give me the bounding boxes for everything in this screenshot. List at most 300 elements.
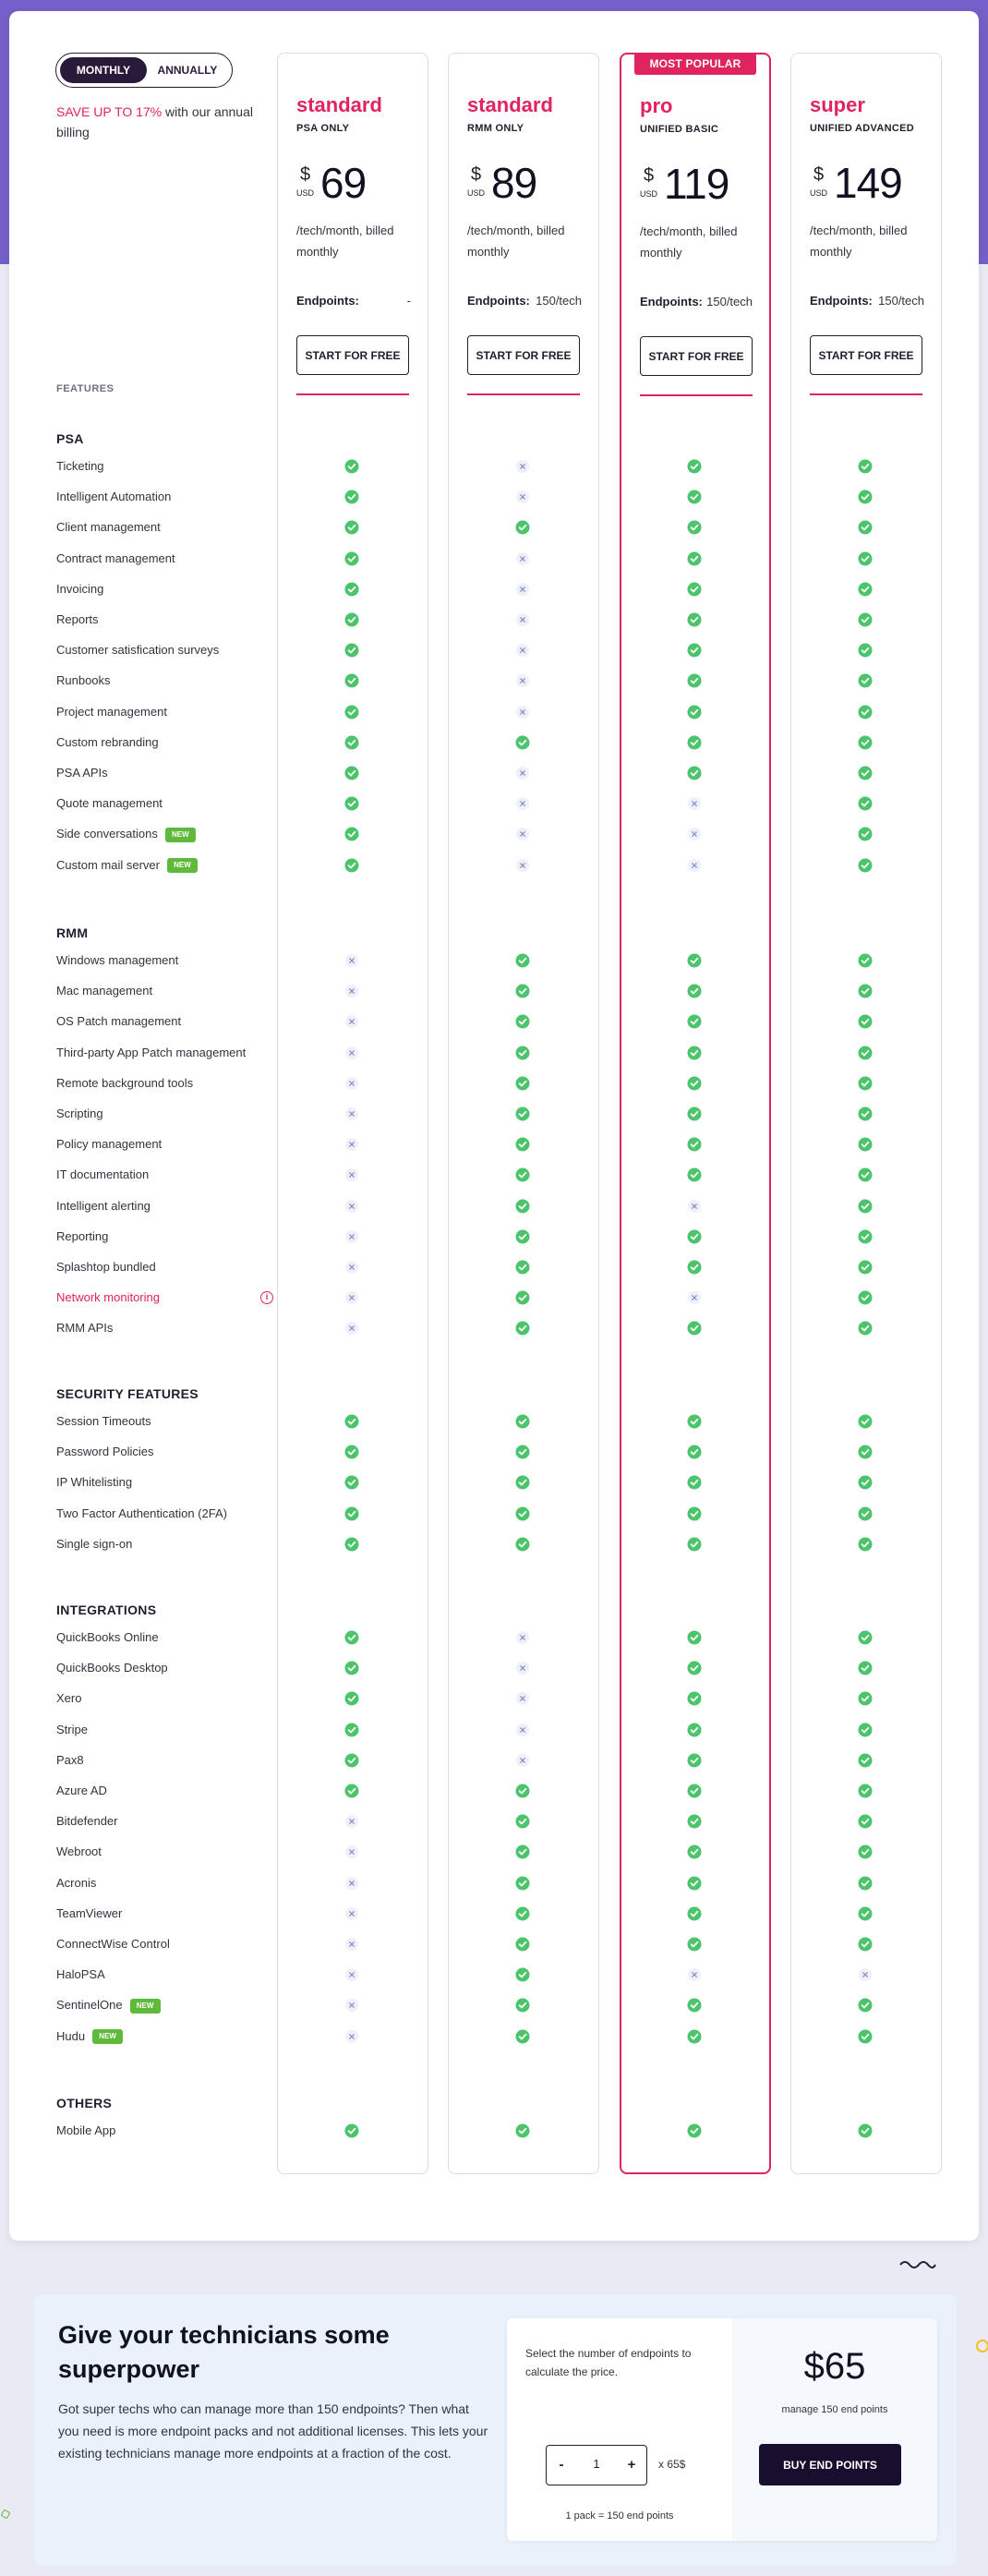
check-icon [858, 490, 873, 504]
check-icon [687, 1414, 702, 1429]
check-icon [858, 984, 873, 998]
check-icon [515, 2029, 530, 2044]
check-icon [687, 1753, 702, 1768]
check-icon [515, 1107, 530, 1121]
cross-icon [344, 1199, 359, 1214]
check-icon [687, 735, 702, 750]
feature-name: Mobile App [56, 2123, 116, 2137]
feature-name: Xero [56, 1691, 82, 1706]
check-icon [858, 796, 873, 811]
price-currency-code: USD [296, 188, 315, 198]
feature-name: Third-party App Patch management [56, 1045, 247, 1059]
check-icon [687, 705, 702, 720]
feature-name: ConnectWise Control [56, 1937, 170, 1951]
check-icon [515, 1076, 530, 1091]
plan-name: pro [640, 94, 673, 117]
check-icon [858, 1661, 873, 1675]
cross-icon [515, 1753, 530, 1768]
check-icon [858, 1475, 873, 1490]
check-icon [687, 673, 702, 688]
cross-icon [344, 1137, 359, 1152]
quantity-input[interactable] [584, 2457, 609, 2471]
check-icon [687, 1137, 702, 1152]
feature-name: Hudu [56, 2028, 86, 2043]
squiggle-decoration-icon [898, 2259, 937, 2270]
check-icon [687, 459, 702, 474]
check-icon [687, 1814, 702, 1829]
total-price: $65 [803, 2346, 866, 2387]
section-title-rmm: RMM [56, 925, 89, 940]
cross-icon [515, 582, 530, 597]
calculator-input-panel [507, 2318, 732, 2541]
price-currency-code: USD [810, 188, 828, 198]
price-currency-code: USD [640, 189, 658, 199]
new-badge: NEW [92, 2029, 123, 2044]
plan-subtitle: UNIFIED ADVANCED [810, 123, 914, 134]
check-icon [858, 2029, 873, 2044]
check-icon [687, 2123, 702, 2138]
cross-icon [515, 551, 530, 566]
check-icon [858, 1199, 873, 1214]
plan-name: standard [296, 93, 382, 116]
check-icon [515, 1537, 530, 1552]
check-icon [858, 1998, 873, 2013]
cross-icon [344, 984, 359, 998]
most-popular-badge: MOST POPULAR [634, 53, 756, 75]
cross-icon [687, 1290, 702, 1305]
check-icon [687, 1844, 702, 1859]
start-for-free-button[interactable]: START FOR FREE [810, 335, 922, 375]
annual-savings-note [56, 102, 269, 142]
feature-name: IT documentation [56, 1167, 150, 1182]
price-currency: $ [644, 165, 655, 186]
check-icon [515, 1844, 530, 1859]
check-icon [344, 2123, 359, 2138]
check-icon [515, 2123, 530, 2138]
green-square-decoration-icon [1, 2509, 11, 2520]
endpoints-label: Endpoints: [810, 294, 873, 308]
feature-name: OS Patch management [56, 1014, 182, 1029]
price-amount: 149 [834, 159, 902, 207]
feature-label [56, 1473, 132, 1492]
feature-name: Invoicing [56, 581, 104, 596]
cross-icon [344, 1321, 359, 1336]
check-icon [515, 1167, 530, 1182]
check-icon [858, 1046, 873, 1060]
price-currency-code: USD [467, 188, 486, 198]
feature-label [56, 794, 163, 813]
cross-icon [858, 1967, 873, 1982]
check-icon [687, 1906, 702, 1921]
check-icon [515, 1967, 530, 1982]
feature-label [56, 1782, 107, 1800]
feature-label [56, 1812, 118, 1831]
plan-divider [640, 394, 753, 396]
billing-toggle[interactable] [55, 53, 233, 88]
check-icon [858, 2123, 873, 2138]
check-icon [344, 673, 359, 688]
feature-label [56, 1628, 159, 1647]
check-icon [344, 1537, 359, 1552]
price-currency: $ [300, 164, 311, 185]
check-icon [687, 582, 702, 597]
check-icon [858, 673, 873, 688]
check-icon [858, 520, 873, 535]
check-icon [687, 1076, 702, 1091]
feature-label [56, 1166, 149, 1184]
feature-label [56, 518, 161, 537]
feature-name: Session Timeouts [56, 1414, 151, 1428]
decrement-button[interactable]: - [552, 2455, 571, 2473]
check-icon [858, 1753, 873, 1768]
plan-subtitle: UNIFIED BASIC [640, 124, 719, 135]
cross-icon [344, 2029, 359, 2044]
feature-label [56, 703, 167, 721]
check-icon [687, 1167, 702, 1182]
section-title-others: OTHERS [56, 2096, 113, 2110]
check-icon [858, 1076, 873, 1091]
feature-label [56, 2122, 115, 2140]
price-period: /tech/month, billed monthly [640, 224, 738, 260]
cross-icon [344, 1844, 359, 1859]
endpoint-promo [34, 2294, 957, 2566]
cross-icon [515, 766, 530, 780]
price-amount: 89 [491, 159, 537, 207]
check-icon [687, 490, 702, 504]
cross-icon [515, 1630, 530, 1645]
price-currency: $ [813, 164, 825, 185]
feature-label [56, 611, 99, 629]
price-period: /tech/month, billed monthly [296, 224, 394, 259]
check-icon [858, 612, 873, 627]
feature-label [56, 2027, 123, 2046]
feature-label [56, 856, 198, 875]
feature-label [56, 1505, 227, 1523]
check-icon [515, 1199, 530, 1214]
feature-name: Windows management [56, 953, 179, 967]
feature-name: Mac management [56, 984, 153, 998]
feature-name: Quote management [56, 796, 163, 811]
check-icon [344, 1723, 359, 1737]
check-icon [515, 520, 530, 535]
check-icon [515, 735, 530, 750]
new-badge: NEW [130, 1999, 161, 2014]
feature-name: PSA APIs [56, 766, 108, 780]
check-icon [858, 1290, 873, 1305]
feature-label [56, 951, 178, 970]
feature-label [56, 1012, 181, 1031]
check-icon [687, 1321, 702, 1336]
cross-icon [687, 796, 702, 811]
feature-label [56, 1412, 151, 1431]
plan-subtitle: RMM ONLY [467, 123, 524, 134]
check-icon [515, 1937, 530, 1952]
check-icon [515, 1445, 530, 1459]
feature-name: Password Policies [56, 1445, 154, 1459]
check-icon [858, 643, 873, 658]
check-icon [344, 582, 359, 597]
check-icon [515, 1046, 530, 1060]
cross-icon [515, 796, 530, 811]
check-icon [858, 551, 873, 566]
check-icon [515, 1814, 530, 1829]
feature-name: Ticketing [56, 459, 104, 473]
check-icon [687, 551, 702, 566]
check-icon [687, 1537, 702, 1552]
check-icon [515, 1321, 530, 1336]
promo-title: Give your technicians some superpower [58, 2321, 390, 2383]
price-amount: 69 [320, 159, 367, 207]
check-icon [515, 1998, 530, 2013]
cross-icon [515, 673, 530, 688]
feature-label [56, 550, 175, 568]
feature-name: Bitdefender [56, 1814, 118, 1829]
check-icon [344, 1691, 359, 1706]
check-icon [858, 1844, 873, 1859]
feature-name: Custom mail server [56, 857, 160, 872]
check-icon [515, 1014, 530, 1029]
check-icon [515, 1876, 530, 1891]
check-icon [687, 1630, 702, 1645]
total-caption: manage 150 end points [781, 2404, 888, 2415]
check-icon [515, 1229, 530, 1244]
check-icon [687, 1046, 702, 1060]
check-icon [687, 1014, 702, 1029]
cross-icon [687, 1199, 702, 1214]
savings-highlight: SAVE UP TO 17% [56, 104, 163, 119]
check-icon [687, 1723, 702, 1737]
cross-icon [344, 1290, 359, 1305]
check-icon [687, 1260, 702, 1275]
feature-label [56, 1288, 160, 1307]
check-icon [344, 1506, 359, 1521]
start-for-free-button[interactable]: START FOR FREE [640, 336, 753, 376]
feature-name: IP Whitelisting [56, 1475, 133, 1490]
feature-label [56, 1197, 151, 1215]
check-icon [515, 1414, 530, 1429]
feature-label [56, 1659, 168, 1677]
check-icon [858, 1137, 873, 1152]
cross-icon [515, 1661, 530, 1675]
feature-label [56, 1105, 103, 1123]
new-badge: NEW [167, 858, 198, 873]
check-icon [687, 1229, 702, 1244]
check-icon [858, 1321, 873, 1336]
cross-icon [344, 1906, 359, 1921]
feature-label [56, 1935, 170, 1953]
cross-icon [515, 643, 530, 658]
check-icon [515, 953, 530, 968]
increment-button[interactable]: + [622, 2455, 641, 2473]
check-icon [687, 1107, 702, 1121]
endpoints-label: Endpoints: [467, 294, 530, 308]
feature-name: Acronis [56, 1875, 97, 1890]
check-icon [687, 1475, 702, 1490]
check-icon [687, 520, 702, 535]
check-icon [344, 858, 359, 873]
feature-label [56, 1751, 84, 1770]
cross-icon [344, 1046, 359, 1060]
feature-label [56, 1074, 193, 1093]
check-icon [687, 953, 702, 968]
check-icon [344, 1414, 359, 1429]
price-currency: $ [471, 164, 482, 185]
cross-icon [344, 1076, 359, 1091]
cross-icon [344, 1229, 359, 1244]
check-icon [344, 1630, 359, 1645]
price-period: /tech/month, billed monthly [810, 224, 908, 259]
plan-subtitle: PSA ONLY [296, 123, 350, 134]
check-icon [344, 612, 359, 627]
check-icon [858, 705, 873, 720]
feature-name: Stripe [56, 1722, 88, 1736]
endpoints-value: 150/tech [878, 294, 924, 308]
cross-icon [515, 858, 530, 873]
features-heading: FEATURES [56, 383, 114, 394]
feature-name: QuickBooks Online [56, 1630, 159, 1644]
info-icon[interactable]: i [260, 1291, 273, 1304]
feature-label [56, 1135, 162, 1154]
cross-icon [344, 1167, 359, 1182]
cross-icon [515, 612, 530, 627]
feature-label [56, 488, 171, 506]
toggle-monthly[interactable]: MONTHLY [60, 57, 147, 83]
feature-label [56, 1689, 81, 1708]
check-icon [687, 1876, 702, 1891]
plan-name: super [810, 93, 865, 116]
check-icon [858, 1784, 873, 1798]
pack-info: 1 pack = 150 end points [565, 2510, 674, 2522]
endpoints-value: 150/tech [706, 295, 753, 308]
check-icon [858, 953, 873, 968]
pricing-card [9, 11, 979, 2241]
pack-rate: x 65$ [658, 2458, 686, 2471]
check-icon [515, 1784, 530, 1798]
section-title-psa: PSA [56, 431, 84, 446]
cross-icon [515, 459, 530, 474]
check-icon [344, 796, 359, 811]
plan-divider [296, 393, 409, 395]
feature-name: Project management [56, 704, 167, 719]
cross-icon [515, 705, 530, 720]
check-icon [687, 984, 702, 998]
section-title-security-features: SECURITY FEATURES [56, 1386, 199, 1401]
feature-name: Webroot [56, 1844, 102, 1859]
feature-label [56, 1843, 102, 1861]
cross-icon [687, 858, 702, 873]
check-icon [858, 1691, 873, 1706]
check-icon [687, 766, 702, 780]
check-icon [515, 1475, 530, 1490]
start-for-free-button[interactable]: START FOR FREE [296, 335, 409, 375]
toggle-annually[interactable]: ANNUALLY [149, 57, 226, 83]
check-icon [515, 1906, 530, 1921]
plan-divider [810, 393, 922, 395]
cross-icon [515, 490, 530, 504]
feature-name: Runbooks [56, 673, 111, 688]
check-icon [344, 705, 359, 720]
check-icon [858, 1906, 873, 1921]
price-amount: 119 [664, 160, 729, 208]
feature-label [56, 580, 103, 599]
check-icon [858, 1723, 873, 1737]
check-icon [858, 1876, 873, 1891]
cross-icon [344, 1014, 359, 1029]
endpoints-label: Endpoints: [296, 294, 359, 308]
check-icon [858, 1014, 873, 1029]
check-icon [858, 1229, 873, 1244]
feature-label [56, 1721, 88, 1739]
feature-name: Custom rebranding [56, 734, 159, 749]
start-for-free-button[interactable]: START FOR FREE [467, 335, 580, 375]
check-icon [687, 643, 702, 658]
check-icon [344, 735, 359, 750]
feature-name: HaloPSA [56, 1967, 105, 1982]
check-icon [687, 2029, 702, 2044]
new-badge: NEW [165, 828, 196, 842]
feature-name: Reporting [56, 1228, 109, 1243]
savings-suffix: with our annual billing [56, 104, 253, 139]
endpoints-value: 150/tech [536, 294, 582, 308]
feature-label [56, 1874, 96, 1893]
cross-icon [515, 1691, 530, 1706]
check-icon [858, 1814, 873, 1829]
check-icon [344, 1445, 359, 1459]
check-icon [344, 766, 359, 780]
check-icon [515, 1137, 530, 1152]
feature-name: Network monitoring [56, 1290, 160, 1305]
feature-name: Splashtop bundled [56, 1260, 156, 1274]
buy-end-points-button[interactable]: BUY END POINTS [759, 2444, 901, 2485]
section-title-integrations: INTEGRATIONS [56, 1602, 157, 1617]
feature-name: TeamViewer [56, 1905, 123, 1920]
feature-label [56, 1258, 156, 1276]
feature-name: Scripting [56, 1107, 103, 1120]
check-icon [687, 1506, 702, 1521]
check-icon [344, 643, 359, 658]
check-icon [344, 490, 359, 504]
feature-name: Customer satisfication surveys [56, 643, 220, 658]
feature-name: Single sign-on [56, 1536, 133, 1551]
cross-icon [344, 1998, 359, 2013]
check-icon [687, 1445, 702, 1459]
check-icon [515, 1506, 530, 1521]
feature-name: Client management [56, 520, 161, 535]
feature-name: Intelligent alerting [56, 1198, 151, 1213]
cross-icon [344, 1260, 359, 1275]
check-icon [344, 1784, 359, 1798]
check-icon [858, 1414, 873, 1429]
feature-label [56, 671, 111, 690]
quantity-stepper[interactable] [546, 2445, 647, 2485]
feature-name: SentinelOne [56, 1998, 123, 2013]
endpoint-calculator [507, 2318, 937, 2541]
feature-name: Azure AD [56, 1784, 107, 1797]
check-icon [344, 1753, 359, 1768]
cross-icon [344, 1937, 359, 1952]
endpoints-value: - [406, 294, 411, 308]
feature-label [56, 457, 104, 476]
promo-description: Got super techs who can manage more than 150 endpoints? Then what you need is more endpoint packs and not additional licenses. This lets your existing technicians manage more endpoints at a fraction of the cost. [58, 2401, 488, 2461]
cross-icon [515, 827, 530, 841]
check-icon [687, 1998, 702, 2013]
check-icon [858, 766, 873, 780]
plan-divider [467, 393, 580, 395]
feature-name: Reports [56, 612, 99, 626]
price-period: /tech/month, billed monthly [467, 224, 565, 259]
cross-icon [344, 1876, 359, 1891]
calculator-total-panel [732, 2318, 937, 2541]
